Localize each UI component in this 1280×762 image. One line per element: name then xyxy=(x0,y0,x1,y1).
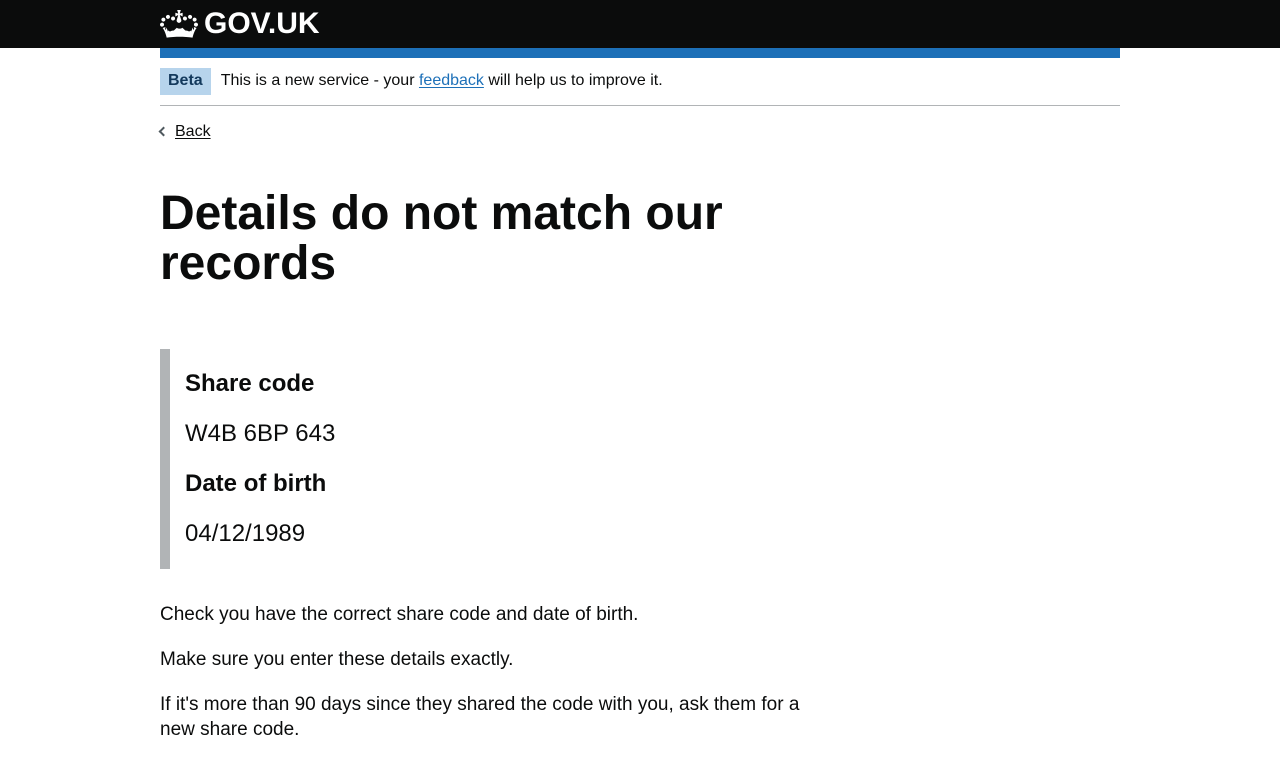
guidance-paragraphs xyxy=(160,602,800,742)
govuk-logo-text: GOV.UK xyxy=(204,7,320,40)
back-link-label: Back xyxy=(175,122,211,140)
paragraph-expired-code: If it's more than 90 days since they shared the code with you, ask them for a new share code. xyxy=(160,693,800,740)
phase-text-before: This is a new service - your xyxy=(220,72,419,90)
details-summary-inset xyxy=(160,349,800,569)
govuk-logo-link[interactable] xyxy=(160,7,320,41)
crown-icon xyxy=(160,10,204,38)
chevron-left-icon xyxy=(159,127,169,137)
feedback-link[interactable]: feedback xyxy=(418,72,484,90)
back-link[interactable] xyxy=(160,123,211,141)
phase-text-after: will help us to improve it. xyxy=(483,72,663,90)
main-content xyxy=(160,186,800,742)
phase-banner-text xyxy=(221,70,663,92)
phase-tag-badge: Beta xyxy=(160,68,211,95)
govuk-header xyxy=(0,0,1280,48)
share-code-label: Share code xyxy=(185,369,315,397)
paragraph-check-details: Check you have the correct share code and date of birth. xyxy=(160,603,639,625)
page-title: Details do not match our records xyxy=(160,186,723,290)
paragraph-enter-exactly: Make sure you enter these details exactly. xyxy=(160,648,514,670)
date-of-birth-label: Date of birth xyxy=(185,469,327,497)
date-of-birth-value: 04/12/1989 xyxy=(185,519,306,547)
phase-banner xyxy=(160,58,1120,106)
share-code-value: W4B 6BP 643 xyxy=(185,419,336,447)
header-accent-bar xyxy=(160,48,1120,58)
